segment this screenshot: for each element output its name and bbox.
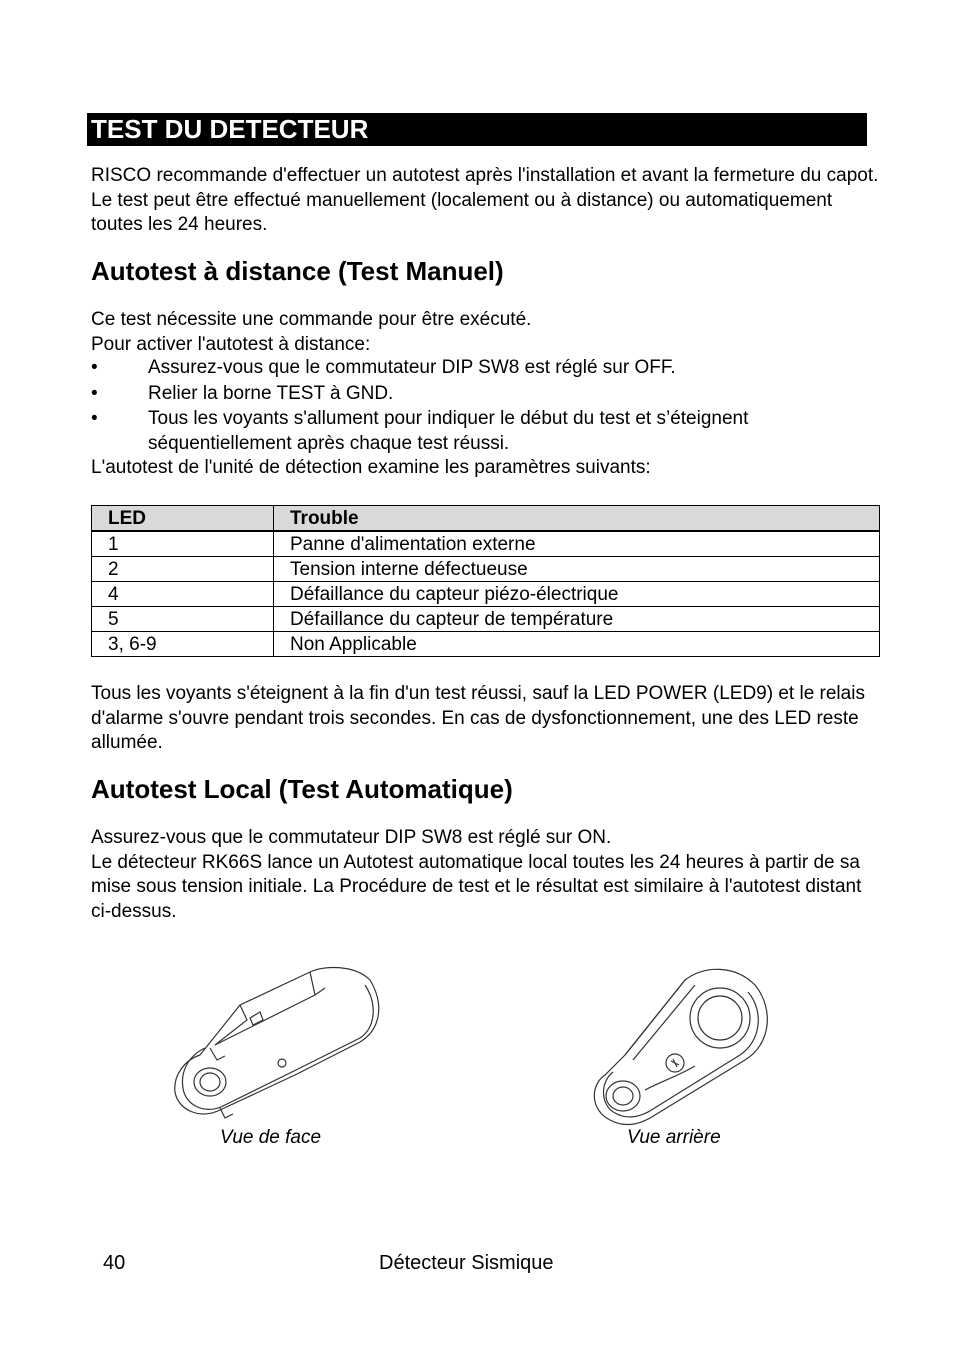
list-item-text: Relier la borne TEST à GND. [148,382,394,404]
local-line1: Assurez-vous que le commutateur DIP SW8 est réglé sur ON. [91,827,612,848]
bullet-icon: • [91,382,98,404]
remote-intro [91,308,881,357]
cell-led: 4 [92,582,274,607]
section-heading-local: Autotest Local (Test Automatique) [91,774,513,804]
page-title: TEST DU DETECTEUR [87,113,867,146]
after-table-text: Tous les voyants s'éteignent à la fin d'un test réussi, sauf la LED POWER (LED9) et le relais d'alarme s'ouvre pendant trois secondes. En cas de dysfonctionnement, une des LED reste allumée. [91,683,865,753]
intro-paragraph [91,164,881,238]
cell-trouble: Panne d'alimentation externe [274,531,880,557]
remote-line3: L'autotest de l'unité de détection examine les paramètres suivants: [91,457,651,478]
header-led: LED [92,506,274,532]
remote-steps-list [91,356,881,481]
table-row [92,582,880,607]
cell-trouble: Non Applicable [274,632,880,657]
intro-text: RISCO recommande d'effectuer un autotest après l'installation et avant la fermeture du capot. Le test peut être effectué manuellement (localement ou à distance) ou automatiquement toutes les 24 heures. [91,165,879,235]
cell-trouble: Défaillance du capteur piézo-électrique [274,582,880,607]
detector-front-view-illustration [165,960,390,1130]
remote-line1: Ce test nécessite une commande pour être exécuté. [91,309,532,330]
local-paragraph [91,826,881,924]
local-line2: Le détecteur RK66S lance un Autotest automatique local toutes les 24 heures à partir de sa mise sous tension initiale. La Procédure de test et le résultat est similaire à l'autotest distant ci-dessus. [91,851,862,922]
list-item-text: Assurez-vous que le commutateur DIP SW8 est réglé sur OFF. [148,357,676,378]
list-item [91,407,881,456]
cell-trouble: Tension interne défectueuse [274,557,880,582]
cell-led: 3, 6-9 [92,632,274,657]
front-view-caption: Vue de face [220,1127,322,1148]
cell-led: 2 [92,557,274,582]
table-row [92,607,880,632]
back-view-caption: Vue arrière [627,1127,721,1148]
list-item [91,356,881,381]
remote-line2: Pour activer l'autotest à distance: [91,333,371,355]
table-row [92,632,880,657]
table-row [92,557,880,582]
section-heading-remote: Autotest à distance (Test Manuel) [91,256,504,286]
list-item [91,382,881,407]
detector-back-view-illustration [585,960,775,1130]
table-row [92,531,880,557]
page-number: 40 [103,1252,126,1274]
cell-trouble: Défaillance du capteur de température [274,607,880,632]
header-trouble: Trouble [274,506,880,532]
bullet-icon: • [91,357,98,378]
list-item-text: Tous les voyants s'allument pour indiquer le début du test et s’éteignent séquentiellement après chaque test réussi. [148,408,749,454]
after-table-paragraph [91,682,881,756]
table-header-row [92,506,880,532]
cell-led: 5 [92,607,274,632]
led-trouble-table [91,505,880,657]
footer-doc-title: Détecteur Sismique [379,1252,554,1274]
bullet-icon: • [91,408,98,429]
cell-led: 1 [92,531,274,557]
